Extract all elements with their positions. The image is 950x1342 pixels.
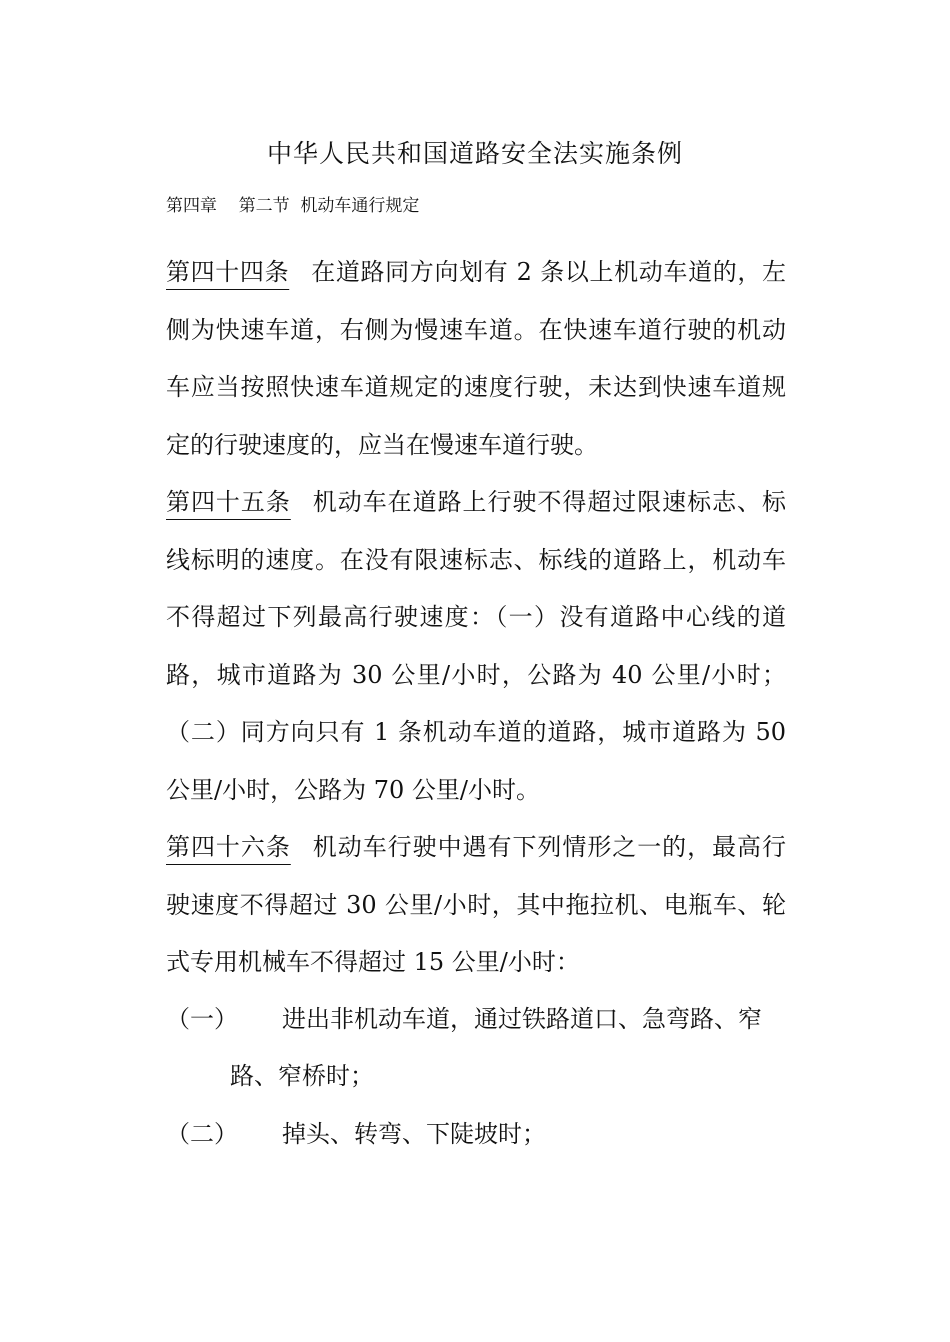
article-44 — [166, 244, 786, 474]
list-item-text: 掉头、转弯、下陡坡时； — [282, 1120, 546, 1148]
document-title: 中华人民共和国道路安全法实施条例 — [266, 139, 683, 168]
article-text: 机动车在道路上行驶不得超过限速标志、标线标明的速度。在没有限速标志、标线的道路上，机动车不得超过下列最高行驶速度：（一）没有道路中心线的道路，城市道路为 30 公里/小时，公路为 40 公里/小时；（二）同方向只有 1 条机动车道的道路，城市道路为 50 公里/小时，公路为 70 公里/小时。 — [166, 488, 787, 804]
article-number: 第四十六条 — [166, 833, 291, 861]
section-heading: 第四章 第二节 机动车通行规定 — [166, 196, 420, 216]
article-46 — [166, 819, 786, 992]
article-number: 第四十四条 — [166, 258, 290, 286]
article-45 — [166, 474, 786, 819]
article-text: 机动车行驶中遇有下列情形之一的，最高行驶速度不得超过 30 公里/小时，其中拖拉机、电瓶车、轮式专用机械车不得超过 15 公里/小时： — [166, 833, 787, 976]
list-item-text-continued: 路、窄桥时； — [230, 1062, 374, 1090]
article-text: 在道路同方向划有 2 条以上机动车道的，左侧为快速车道，右侧为慢速车道。在快速车道行驶的机动车应当按照快速车道规定的速度行驶，未达到快速车道规定的行驶速度的，应当在慢速车道行驶。 — [166, 258, 787, 459]
list-item-number: （二） — [166, 1120, 238, 1148]
list-item-number: （一） — [166, 1005, 238, 1033]
article-number: 第四十五条 — [166, 488, 291, 516]
list-item-text: 进出非机动车道，通过铁路道口、急弯路、窄 — [282, 1005, 762, 1033]
